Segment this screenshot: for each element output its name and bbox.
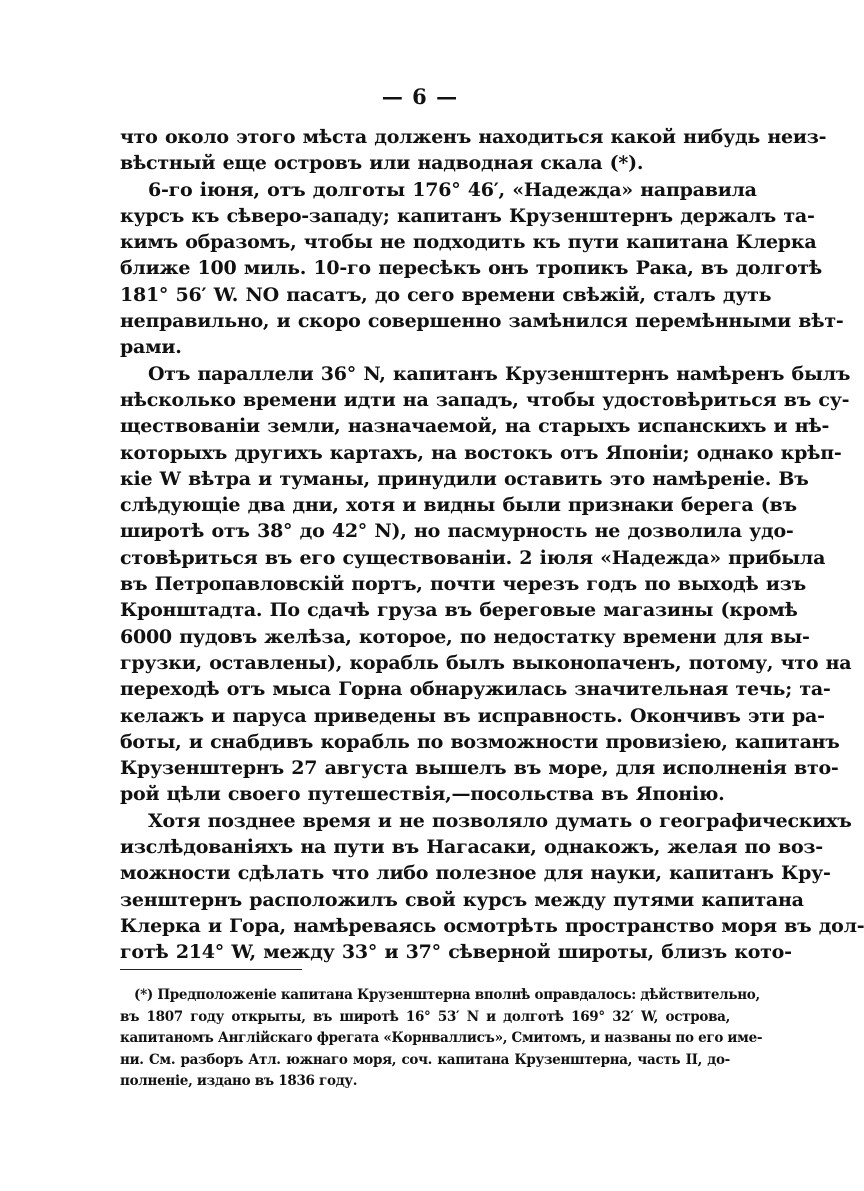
text-line: вѣстный еще островъ или надводная скала (*). [120, 152, 644, 175]
text-line: 181° 56′ W. NO пасатъ, до сего времени свѣжій, сталъ дуть [120, 283, 772, 306]
text-line: кіе W вѣтра и туманы, принудили оставить это намѣреніе. Въ [120, 467, 809, 490]
text-line: можности сдѣлать что либо полезное для науки, капитанъ Кру- [120, 862, 831, 885]
text-line: курсъ къ сѣверо-западу; капитанъ Крузенштернъ держалъ та- [120, 204, 815, 227]
text-line: келажъ и паруса приведены въ исправность. Окончивъ эти ра- [120, 704, 825, 727]
footnote-line: полненіе, издано въ 1836 году. [120, 1073, 358, 1090]
text-line: переходѣ отъ мыса Горна обнаружилась значительная течь; та- [120, 678, 831, 701]
footnote-line: (*) Предположеніе капитана Крузенштерна вполнѣ оправдалось: дѣйствительно, [134, 987, 760, 1003]
text-line: которыхъ другихъ картахъ, на востокъ отъ Японіи; однако крѣп- [120, 441, 842, 464]
text-line: Хотя позднее время и не позволяло думать о географическихъ [148, 809, 852, 832]
text-line: боты, и снабдивъ корабль по возможности провизіею, капитанъ [120, 730, 840, 753]
footnote-line: ни. См. разборъ Атл. южнаго моря, соч. капитана Крузенштерна, часть II, до- [120, 1051, 730, 1068]
body-text [120, 124, 864, 966]
text-line: грузки, оставлены), корабль былъ выконопаченъ, потому, что на [120, 651, 852, 674]
footnote [120, 985, 763, 1093]
text-line: что около этого мѣста долженъ находиться какой нибудь неиз- [120, 126, 827, 148]
text-line: стовѣриться въ его существованіи. 2 іюля «Надежда» прибыла [120, 546, 826, 569]
text-line: ближе 100 миль. 10-го пересѣкъ онъ тропикъ Рака, въ долготѣ [120, 257, 822, 280]
text-line: Клерка и Гора, намѣреваясь осмотрѣть пространство моря въ дол- [120, 914, 864, 937]
text-line: зенштернъ расположилъ свой курсъ между путями капитана [120, 888, 804, 911]
text-line: 6000 пудовъ желѣза, которое, по недостатку времени для вы- [120, 625, 810, 648]
text-line: рой цѣли своего путешествія,—посольства въ Японію. [120, 783, 725, 806]
text-line: Отъ параллели 36° N, капитанъ Крузенштернъ намѣренъ былъ [148, 362, 851, 385]
text-line: рами. [120, 336, 182, 359]
footnote-divider [120, 969, 302, 970]
text-line: нѣсколько времени идти на западъ, чтобы удостовѣриться въ су- [120, 388, 850, 411]
text-line: 6-го іюня, отъ долготы 176° 46′, «Надежда» направила [148, 178, 757, 201]
text-line: кимъ образомъ, чтобы не подходить къ пути капитана Клерка [120, 231, 817, 254]
text-line: Крузенштернъ 27 августа вышелъ въ море, для исполненія вто- [120, 757, 839, 780]
text-line: широтѣ отъ 38° до 42° N), но пасмурность не дозволила удо- [120, 520, 794, 543]
text-line: ществованіи земли, назначаемой, на старыхъ испанскихъ и нѣ- [120, 415, 830, 438]
text-line: слѣдующіе два дни, хотя и видны были признаки берега (въ [120, 494, 797, 517]
footnote-line: въ 1807 году открыты, въ широтѣ 16° 53′ N и долготѣ 169° 32′ W, острова, [120, 1008, 730, 1025]
text-line: изслѣдованіяхъ на пути въ Нагасаки, однакожъ, желая по воз- [120, 836, 823, 859]
page-number: — 6 — [381, 84, 459, 109]
text-line: готѣ 214° W, между 33° и 37° сѣверной широты, близъ кото- [120, 941, 792, 964]
text-line: въ Петропавловскій портъ, почти черезъ годъ по выходѣ изъ [120, 573, 806, 596]
footnote-line: капитаномъ Англійскаго фрегата «Корнваллисъ», Смитомъ, и названы по его име- [120, 1030, 763, 1047]
text-line: неправильно, и скоро совершенно замѣнился перемѣнными вѣт- [120, 310, 844, 333]
text-line: Кронштадта. По сдачѣ груза въ береговые магазины (кромѣ [120, 599, 798, 622]
